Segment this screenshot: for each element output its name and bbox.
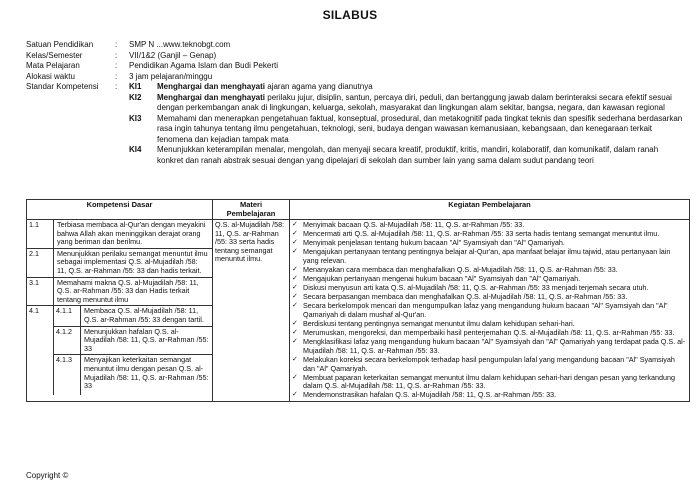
info-row-alokasi	[26, 72, 686, 83]
info-row-kelas	[26, 51, 686, 62]
info-block	[26, 40, 686, 166]
kd-number: 2.1	[27, 249, 54, 277]
info-colon: :	[115, 61, 118, 70]
ki-text: ajaran agama yang dianutnya	[265, 82, 373, 91]
kd-row	[27, 278, 212, 307]
info-value: 3 jam pelajaran/minggu	[129, 71, 213, 81]
kd-number: 3.1	[27, 278, 54, 306]
info-key: Kelas/Semester	[26, 50, 83, 60]
ki-code: KI4	[129, 145, 142, 154]
activity-text: Mencermati arti Q.S. al-Mujadilah /58: 11, Q.S. ar-Rahman /55: 33 serta hadis tentang semangat menuntut ilmu.	[303, 229, 660, 239]
ki-item	[129, 82, 686, 93]
info-colon: :	[115, 82, 118, 91]
ki-item	[129, 114, 686, 146]
header-kegiatan: Kegiatan Pembelajaran	[290, 200, 690, 220]
info-value: Pendidikan Agama Islam dan Budi Pekerti	[129, 61, 278, 70]
info-colon: :	[115, 71, 118, 81]
activity-text: Secara berkelompok mencari dan mengumpulkan lafaz yang mengandung hukum bacaan "Al" Syamsiyah dan "Al" Qamariyah di dalam mushaf al-Qur'an.	[303, 301, 668, 319]
check-icon: ✓	[292, 265, 298, 273]
kd-sub-list	[54, 306, 212, 395]
ki-code: KI2	[129, 92, 142, 102]
page-title: SILABUS	[322, 8, 378, 22]
activity-text: Mengklasifikasi lafaz yang mengandung hukum bacaan "Al" Syamsiyah dan "Al" Qamariyah yang terdapat pada Q.S. al-Mujadilah /58: 11, Q.S. ar-Rahman /55: 33.	[303, 337, 686, 355]
kd-sub-row	[54, 326, 212, 355]
kd-sub-text: Menyajikan keterkaitan semangat menuntut ilmu dengan pesan Q.S. al-Mujadilah /58: 11, Q.S. ar-Rahman /55: 33	[84, 355, 209, 391]
info-row-satuan	[26, 40, 686, 51]
silabus-table	[26, 199, 690, 402]
info-row-mapel	[26, 61, 686, 72]
info-value: VII/1&2 (Ganjil – Genap)	[129, 50, 217, 60]
kd-cell	[27, 220, 213, 402]
check-icon: ✓	[292, 248, 298, 256]
check-icon: ✓	[292, 302, 298, 310]
activity-text: Mendemonstrasikan hafalan Q.S. al-Mujadilah /58: 11, Q.S. ar-Rahman /55: 33.	[303, 390, 557, 400]
kd-sub-number: 4.1.2	[54, 327, 81, 355]
activity-item	[292, 391, 687, 400]
ki-code: KI1	[129, 82, 142, 91]
activity-text: Diskusi menyusun arti kata Q.S. al-Mujadilah /58: 11, Q.S. ar-Rahman /55: 33 menjadi terjemah secara utuh.	[303, 283, 649, 293]
header-materi: Materi Pembelajaran	[213, 200, 290, 220]
check-icon: ✓	[292, 221, 298, 228]
info-colon: :	[115, 40, 118, 49]
copyright: Copyright ©	[26, 471, 69, 480]
check-icon: ✓	[292, 329, 298, 337]
activity-item	[292, 356, 687, 373]
kd-sub-number: 4.1.1	[54, 306, 81, 325]
activity-item	[292, 302, 687, 319]
kd-text: Terbiasa membaca al-Qur'an dengan meyakini bahwa Allah akan meninggikan derajat orang yang beriman dan berilmu.	[57, 220, 206, 247]
activity-item	[292, 374, 687, 391]
header-kd: Kompetensi Dasar	[27, 200, 213, 220]
info-key: Mata Pelajaran	[26, 61, 80, 70]
ki-item	[129, 93, 686, 114]
kd-number: 4.1	[27, 306, 54, 395]
activity-text: Menanyakan cara membaca dan menghafalkan Q.S. al-Mujadilah /58: 11, Q.S. ar-Rahman /55: 33.	[303, 264, 618, 274]
kd-row	[27, 220, 212, 249]
info-key: Satuan Pendidikan	[26, 40, 94, 49]
check-icon: ✓	[292, 239, 298, 247]
check-icon: ✓	[292, 391, 298, 399]
check-icon: ✓	[292, 338, 298, 346]
activity-text: Merumuskan, mengoreksi, dan memperbaiki hasil penterjemahan Q.S. al-Mujadilah /58: 11, Q.S. ar-Rahman /55: 33.	[303, 328, 675, 338]
ki-item	[129, 145, 686, 166]
standar-kompetensi	[26, 82, 686, 166]
ki-text: perilaku jujur, disiplin, santun, percaya diri, peduli, dan bertanggung jawab dalam berinteraksi secara efektif sesuai dengan perkembangan anak di lingkungan, keluarga, sekolah, masyarakat dan lingkungan alam sekitar, bangsa, negara, dan kawasan regional	[157, 92, 672, 112]
kd-sub-number: 4.1.3	[54, 355, 81, 395]
kd-row	[27, 249, 212, 278]
info-key: Alokasi waktu	[26, 71, 75, 81]
activity-item	[292, 248, 687, 265]
check-icon: ✓	[292, 293, 298, 301]
kd-sub-row	[54, 354, 212, 395]
check-icon: ✓	[292, 275, 298, 283]
kd-text: Memahami makna Q.S. al-Mujadilah /58: 11, Q.S. ar-Rahman /55: 33 dan Hadis terkait tentang menuntut ilmu	[57, 277, 199, 304]
kegiatan-cell	[290, 220, 690, 402]
activity-text: Menyimak penjelasan tentang hukum bacaan "Al" Syamsiyah dan "Al" Qamariyah.	[303, 238, 565, 248]
ki-text: Menunjukkan keterampilan menalar, mengolah, dan menyaji secara kreatif, produktif, kritis, mandiri, kolaboratif, dan komunikatif, dalam ranah konkret dan ranah abstrak sesuai dengan yang dipelajari di sekolah dan sumber lain yang sama dalam sudut pandang teori	[157, 145, 659, 165]
activity-text: Berdiskusi tentang pentingnya semangat menuntut ilmu dalam kehidupan sehari-hari.	[303, 319, 575, 329]
kd-sub-text: Membaca Q.S. al-Mujadilah /58: 11, Q.S. ar-Rahman /55: 33 dengan tartil.	[84, 306, 204, 324]
ki-bold: Menghargai dan menghayati	[157, 82, 266, 91]
info-colon: :	[115, 50, 118, 60]
check-icon: ✓	[292, 230, 298, 238]
check-icon: ✓	[292, 284, 298, 292]
ki-code: KI3	[129, 113, 142, 123]
ki-list	[129, 82, 686, 166]
materi-cell: Q.S. al-Mujadilah /58: 11, Q.S. ar-Rahman /55: 33 serta hadis tentang semangat menuntut ilmu.	[213, 220, 290, 402]
kd-row	[27, 306, 212, 395]
check-icon: ✓	[292, 373, 298, 381]
activity-text: Melakukan koreksi secara berkelompok terhadap hasil pengumpulan lafal yang mengandung bacaan "Al" Syamsiyah dan "Al" Qamariyah.	[303, 354, 675, 373]
activity-text: Mengajukan pertanyaan mengenai hukum bacaan "Al" Syamsiyah dan "Al" Qamariyah.	[303, 274, 581, 284]
activity-text: Membuat paparan keterkaitan semangat menuntut ilmu dalam kehidupan sehari-hari dengan pesan yang terkandung dalam Q.S. al-Mujadilah /58: 11, Q.S. ar-Rahman /55: 33.	[303, 372, 675, 391]
info-key: Standar Kompetensi	[26, 82, 99, 91]
activity-text: Mengajukan pertanyaan tentang pentingnya belajar al-Qur'an, apa manfaat belajar ilmu tajwid, atau pertanyaan lain yang relevan.	[303, 247, 671, 265]
ki-bold: Menghargai dan menghayati	[157, 92, 266, 102]
activity-text: Menyimak bacaan Q.S. al-Mujadilah /58: 11, Q.S. ar-Rahman /55: 33.	[303, 220, 525, 229]
info-value: SMP N ...www.teknobgt.com	[129, 40, 231, 49]
kd-number: 1.1	[27, 220, 54, 248]
kd-text: Menunjukkan perilaku semangat menuntut ilmu sebagai implementasi Q.S. al-Mujadilah /58: 11, Q.S. ar-Rahman /55: 33 dan hadis terkait.	[57, 248, 208, 275]
kd-sub-row	[54, 306, 212, 325]
ki-text: Memahami dan menerapkan pengetahuan faktual, konseptual, prosedural, dan metakognitif pada tingkat teknis dan spesifik sederhana berdasarkan rasa ingin tahunya tentang ilmu pengetahuan, teknologi, seni, budaya dengan wawasan kemanusiaan, kebangsaan, dan kenegaraan terkait fenomena dan kejadian tampak mata	[157, 113, 683, 144]
activity-item	[292, 338, 687, 355]
check-icon: ✓	[292, 320, 298, 328]
kd-sub-text: Menunjukkan hafalan Q.S. al-Mujadilah /58: 11, Q.S. ar-Rahman /55: 33	[84, 326, 209, 353]
check-icon: ✓	[292, 355, 298, 363]
activity-text: Secara berpasangan membaca dan menghafalkan Q.S. al-Mujadilah /58: 11, Q.S. ar-Rahman /55: 33.	[303, 292, 628, 302]
